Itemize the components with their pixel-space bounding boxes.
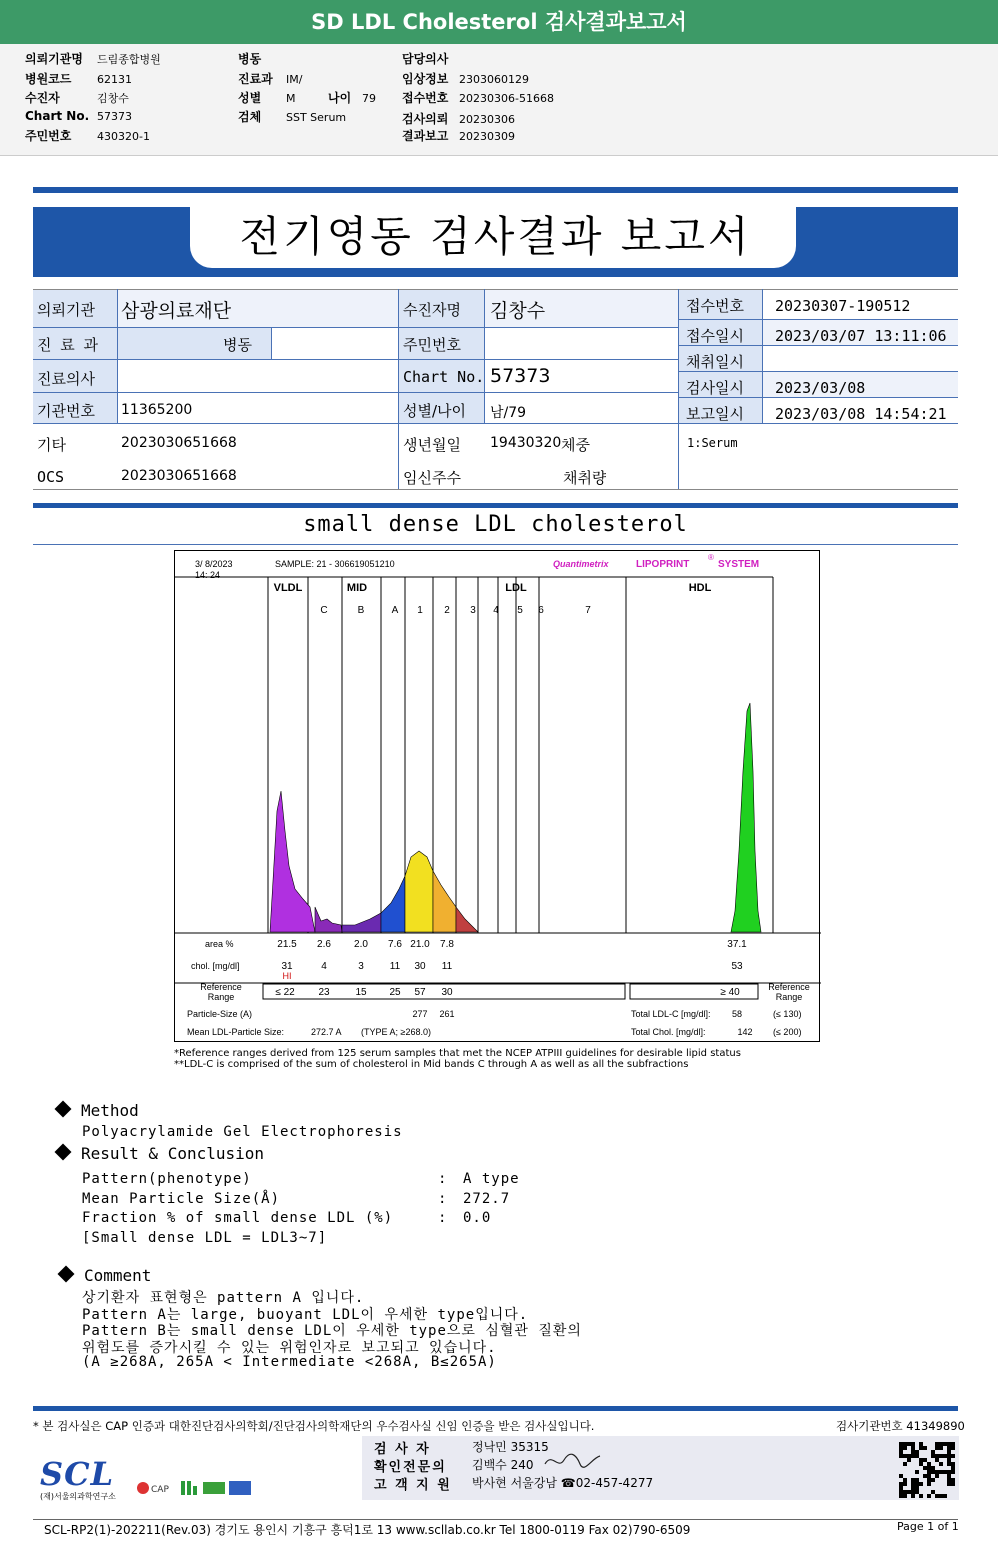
field-value: 김창수 — [97, 92, 129, 105]
sign-value: 김백수 240 — [472, 1458, 534, 1472]
result-colon: : — [438, 1210, 448, 1226]
field-value: 57373 — [97, 110, 132, 123]
signature-icon — [542, 1450, 604, 1472]
field-value: 20230306 — [459, 113, 515, 126]
comment-line: Pattern B는 small dense LDL이 우세한 type으로 심혈관 질환의 — [82, 1323, 582, 1339]
comment-line: 위험도를 증가시킬 수 있는 위험인자로 보고되고 있습니다. — [82, 1340, 497, 1356]
sign-label: 검 사 자 — [374, 1442, 431, 1457]
comment-line: Pattern A는 large, buoyant LDL이 우세한 type입니다. — [82, 1307, 529, 1323]
preg-label: 임신주수 — [403, 469, 461, 487]
chart-sample: SAMPLE: 21 - 306619051210 — [275, 559, 395, 569]
brand-mark: ® — [708, 553, 714, 562]
recv-no-label: 접수번호 — [686, 297, 744, 315]
recv-dt-value: 2023/03/07 13:11:06 — [775, 327, 947, 345]
patient-info-table — [33, 289, 958, 491]
band-group-label: HDL — [688, 582, 712, 594]
patient-label: 수진자명 — [403, 301, 461, 319]
chol-row-label: chol. [mg/dl] — [191, 961, 240, 971]
total-ldl-ref: (≤ 130) — [773, 1009, 802, 1019]
inst-value: 삼광의료재단 — [121, 300, 232, 322]
field-value: 20230309 — [459, 130, 515, 143]
chol-value: 30 — [414, 961, 426, 972]
total-chol-value: 142 — [737, 1027, 753, 1037]
specimen-value: 1:Serum — [687, 436, 738, 450]
result-colon: : — [438, 1191, 448, 1207]
band-group-label: MID — [346, 582, 368, 594]
doctor-label: 진료의사 — [37, 370, 95, 388]
accreditation-logos-icon — [133, 1478, 259, 1504]
result-label: Pattern(phenotype) — [82, 1171, 252, 1187]
section-rule-bottom — [33, 544, 958, 545]
brand-text: SYSTEM — [718, 559, 760, 570]
field-label: 진료과 — [238, 72, 273, 86]
etc-label: 기타 — [37, 436, 66, 454]
ocs-label: OCS — [37, 468, 65, 486]
chol-value: 11 — [389, 961, 401, 972]
lipoprint-chart — [174, 550, 820, 1042]
footnote-line: *Reference ranges derived from 125 serum samples that met the NCEP ATPIII guidelines for desirable lipid status — [174, 1048, 741, 1059]
result-title: Result & Conclusion — [81, 1144, 265, 1163]
dept-label: 진 료 과 — [37, 336, 101, 354]
patient-value: 김창수 — [490, 300, 546, 322]
report-title: 전기영동 검사결과 보고서 — [239, 212, 752, 261]
field-value: 2303060129 — [459, 73, 529, 86]
mid-b-peak — [342, 913, 381, 932]
inst-label: 의뢰기관 — [37, 301, 95, 319]
result-value: 0.0 — [463, 1210, 492, 1226]
ref-label: Reference — [200, 982, 242, 992]
scl-logo-text: SCL — [40, 1455, 115, 1493]
band-label: B — [357, 605, 365, 616]
birth-label: 생년월일 — [403, 436, 461, 454]
dept-value: 병동 — [223, 336, 252, 354]
etc-value: 2023030651668 — [121, 435, 237, 451]
ldl1-peak — [405, 851, 433, 932]
report-dt-value: 2023/03/08 14:54:21 — [775, 405, 947, 423]
band-label: A — [391, 605, 399, 616]
chart-svg — [175, 551, 821, 1043]
method-title: Method — [81, 1101, 139, 1120]
result-label: Fraction % of small dense LDL (%) — [82, 1210, 394, 1226]
field-label: 성별 — [238, 91, 262, 105]
field-label: 결과보고 — [402, 129, 449, 143]
area-value: 2.0 — [354, 939, 368, 950]
area-value: 2.6 — [317, 939, 331, 950]
field-label: 임상정보 — [402, 72, 449, 86]
chol-value: 53 — [731, 961, 743, 972]
weight-label: 체중 — [561, 436, 590, 454]
band-label: 6 — [538, 605, 544, 616]
field-value: 드림종합병원 — [97, 53, 161, 66]
ref-hdl-value: ≥ 40 — [720, 987, 740, 998]
result-colon: : — [438, 1171, 448, 1187]
recv-no-value: 20230307-190512 — [775, 297, 911, 315]
band-label: 5 — [517, 605, 523, 616]
brand-text: Quantimetrix — [553, 559, 609, 569]
total-ldl-value: 58 — [731, 1009, 743, 1019]
particle-value: 277 — [412, 1009, 428, 1019]
ref-value: ≤ 22 — [275, 987, 295, 998]
mean-label: Mean LDL-Particle Size: — [187, 1027, 285, 1037]
comment-line: 상기환자 표현형은 pattern A 입니다. — [82, 1290, 365, 1306]
brand-text: LIPOPRINT — [636, 559, 690, 570]
hi-flag: HI — [282, 971, 292, 981]
ref-value: 30 — [441, 987, 453, 998]
ref-label: Range — [775, 992, 803, 1002]
sign-value: 박사현 서울강남 ☎02-457-4277 — [472, 1476, 654, 1490]
method-text: Polyacrylamide Gel Electrophoresis — [82, 1124, 403, 1140]
method-heading — [57, 1101, 139, 1120]
result-value: A type — [463, 1171, 520, 1187]
qr-code-icon — [899, 1442, 955, 1498]
page-number: Page 1 of 1 — [897, 1520, 959, 1533]
band-label: 2 — [444, 605, 450, 616]
cap-note: * 본 검사실은 CAP 인증과 대한진단검사의학회/진단검사의학재단의 우수검사실 신임 인증을 받은 검사실입니다. — [33, 1419, 595, 1433]
mid-c-peak — [315, 907, 342, 932]
instno-label: 기관번호 — [37, 402, 95, 420]
top-rule — [33, 187, 958, 193]
chart-date: 3/ 8/2023 — [195, 559, 233, 569]
chol-value: 4 — [321, 961, 327, 972]
field-label: 검사의뢰 — [402, 112, 449, 126]
band-group-label: VLDL — [273, 582, 303, 594]
ldl2-peak — [433, 871, 456, 932]
chol-value: 11 — [441, 961, 453, 972]
volume-label: 채취량 — [563, 469, 607, 487]
comment-heading — [60, 1266, 151, 1285]
sexage-label: 성별/나이 — [403, 402, 467, 420]
footer-divider — [33, 1519, 958, 1520]
field-label: 검체 — [238, 110, 262, 124]
scl-logo — [40, 1455, 116, 1502]
field-label: 의뢰기관명 — [25, 52, 83, 66]
footer-rule — [33, 1406, 958, 1411]
band-label: 4 — [493, 605, 499, 616]
ldl3-peak — [456, 907, 478, 932]
band-label: C — [320, 605, 328, 616]
mean-value: 272.7 A — [311, 1027, 342, 1037]
band-label: 7 — [585, 605, 591, 616]
chart-label: Chart No. — [403, 368, 485, 386]
test-dt-value: 2023/03/08 — [775, 379, 866, 397]
result-value: 272.7 — [463, 1191, 511, 1207]
particle-value: 261 — [439, 1009, 455, 1019]
band-label: 1 — [417, 605, 423, 616]
ref-label: Reference — [768, 982, 810, 992]
total-chol-ref: (≤ 200) — [773, 1027, 802, 1037]
chol-value: 3 — [358, 961, 364, 972]
comment-title: Comment — [84, 1266, 152, 1285]
sexage-value: 남/79 — [490, 405, 527, 421]
svg-text:CAP: CAP — [151, 1485, 169, 1495]
total-ldl-label: Total LDL-C [mg/dl]: — [631, 1009, 711, 1019]
section-rule-top — [33, 503, 958, 508]
area-value: 37.1 — [727, 939, 747, 950]
band-label: 3 — [470, 605, 476, 616]
field-value: M — [286, 92, 296, 105]
birth-value: 19430320 — [490, 435, 562, 451]
chart-value: 57373 — [490, 365, 551, 387]
field-value: 79 — [362, 92, 376, 105]
ocs-value: 2023030651668 — [121, 468, 237, 484]
area-value: 21.0 — [410, 939, 430, 950]
instno-value: 11365200 — [121, 402, 193, 418]
area-value: 21.5 — [277, 939, 297, 950]
field-value: 62131 — [97, 73, 132, 86]
recv-dt-label: 접수일시 — [686, 327, 744, 345]
field-value: SST Serum — [286, 111, 347, 124]
sign-label: 고 객 지 원 — [374, 1478, 452, 1493]
diamond-bullet-icon — [58, 1266, 75, 1283]
ssn-label: 주민번호 — [403, 336, 461, 354]
particle-label: Particle-Size (A) — [187, 1009, 253, 1019]
field-label: 접수번호 — [402, 91, 449, 105]
top-header-info — [0, 44, 998, 156]
result-note: [Small dense LDL = LDL3~7] — [82, 1230, 328, 1246]
chol-value: 31 — [281, 961, 293, 972]
field-value: 430320-1 — [97, 130, 150, 143]
field-label: 병동 — [238, 52, 262, 66]
area-value: 7.8 — [440, 939, 454, 950]
chart-time: 14: 24 — [195, 570, 221, 580]
ref-label: Range — [207, 992, 235, 1002]
area-value: 7.6 — [388, 939, 402, 950]
result-label: Mean Particle Size(Å) — [82, 1191, 281, 1207]
field-label: Chart No. — [25, 109, 90, 123]
field-label: 수진자 — [25, 91, 60, 105]
mid-a-peak — [381, 876, 405, 932]
field-label: 나이 — [328, 91, 352, 105]
ref-value: 15 — [355, 987, 367, 998]
result-heading — [57, 1144, 264, 1163]
field-value: IM/ — [286, 73, 303, 86]
mean-type: (TYPE A; ≥268.0) — [361, 1027, 431, 1037]
diamond-bullet-icon — [55, 1101, 72, 1118]
total-chol-label: Total Chol. [mg/dl]: — [631, 1027, 706, 1037]
chart-footnote — [174, 1048, 814, 1070]
comment-line: (A ≥268A, 265A < Intermediate <268A, B≤265A) — [82, 1354, 497, 1370]
report-dt-label: 보고일시 — [686, 405, 744, 423]
collect-label: 채취일시 — [686, 353, 744, 371]
signature-box — [362, 1436, 959, 1500]
footer-text: SCL-RP2(1)-202211(Rev.03) 경기도 용인시 기흥구 흥덕1로 13 www.scllab.co.kr Tel 1800-0119 Fax 02)790-6509 — [44, 1523, 691, 1537]
field-label: 병원코드 — [25, 72, 72, 86]
hdl-peak — [731, 703, 761, 932]
lab-number: 검사기관번호 41349890 — [836, 1419, 965, 1433]
top-header-title: SD LDL Cholesterol 검사결과보고서 — [0, 0, 998, 44]
footnote-line: **LDL-C is comprised of the sum of cholesterol in Mid bands C through A as well as all the subfractions — [174, 1059, 689, 1070]
field-value: 20230306-51668 — [459, 92, 554, 105]
test-dt-label: 검사일시 — [686, 379, 744, 397]
area-row-label: area % — [205, 939, 234, 949]
scl-logo-sub: (재)서울의과학연구소 — [40, 1492, 116, 1501]
diamond-bullet-icon — [55, 1144, 72, 1161]
band-group-label: LDL — [505, 582, 527, 594]
field-label: 담당의사 — [402, 52, 449, 66]
ref-value: 23 — [318, 987, 330, 998]
section-title: small dense LDL cholesterol — [303, 512, 688, 537]
ref-value: 25 — [389, 987, 401, 998]
sign-value: 정낙민 35315 — [472, 1440, 549, 1454]
sign-label: 확인전문의 — [374, 1460, 447, 1475]
field-label: 주민번호 — [25, 129, 72, 143]
ref-value: 57 — [414, 987, 426, 998]
